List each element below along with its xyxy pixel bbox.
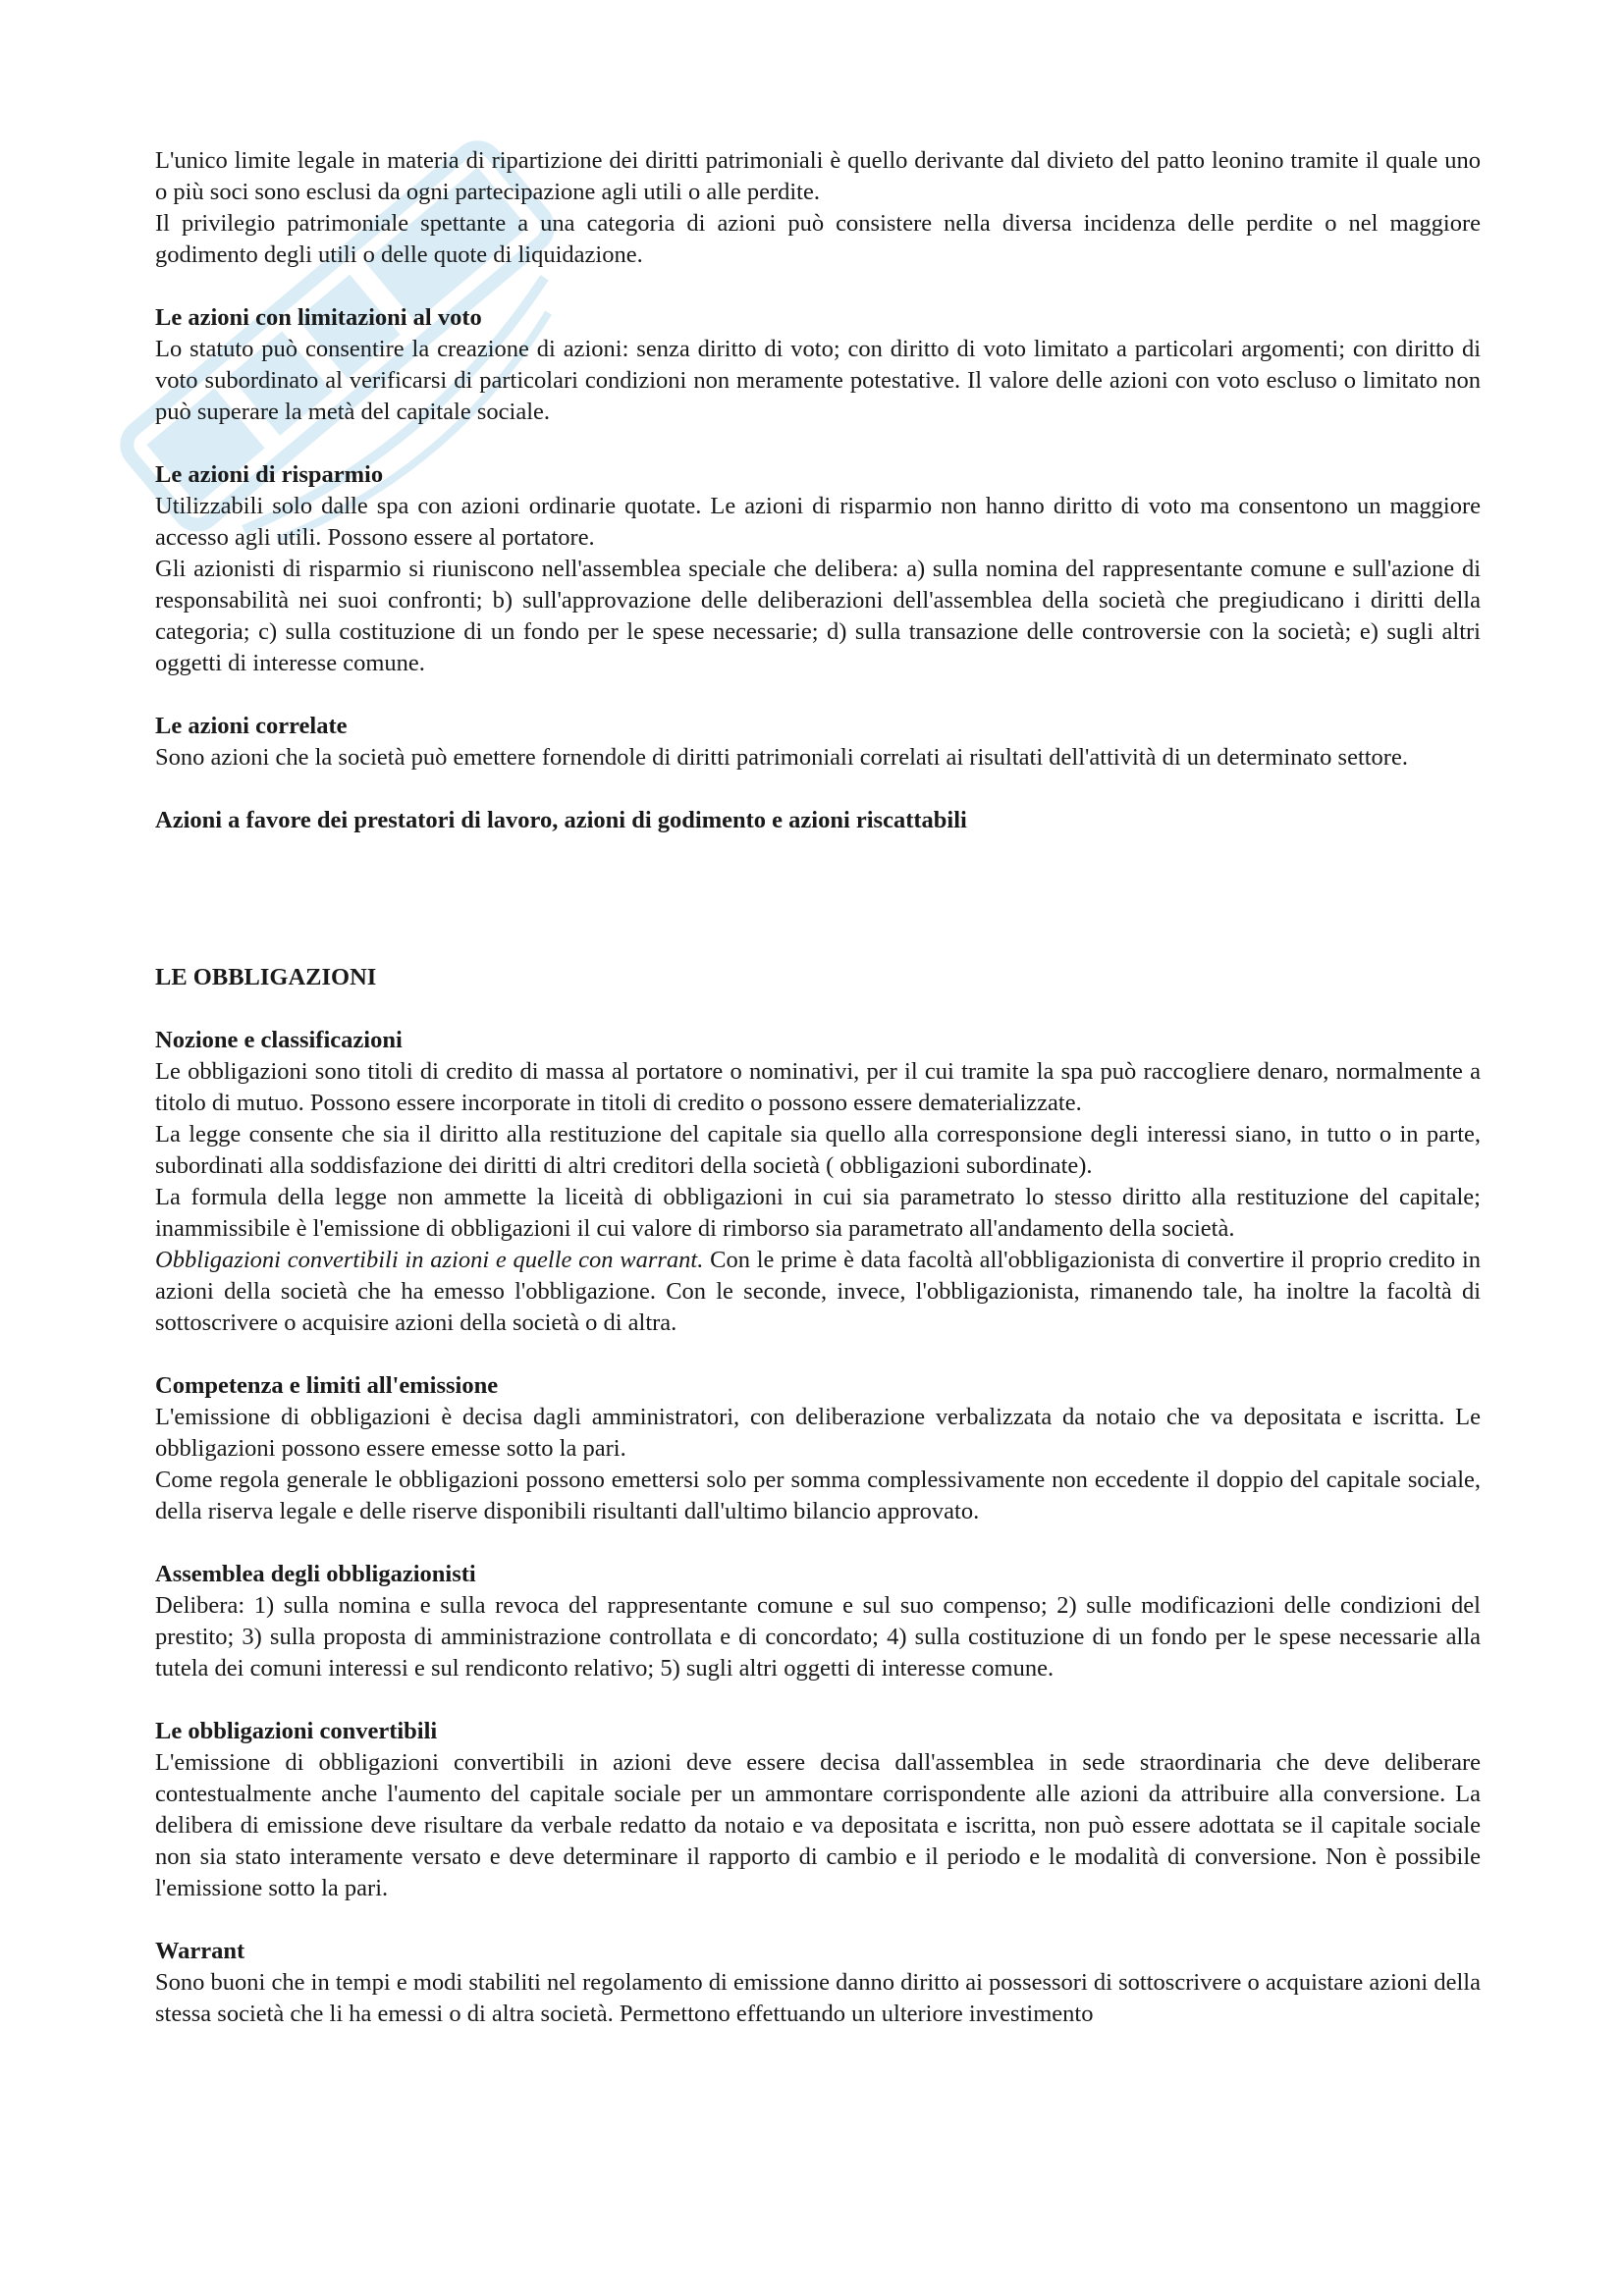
document-page: [155, 145, 1481, 2030]
heading-obbligazioni: LE OBBLIGAZIONI: [155, 964, 377, 990]
heading-limitazioni-voto: Le azioni con limitazioni al voto: [155, 304, 482, 331]
nozione-paragraph-2: La legge consente che sia il diritto alla restituzione del capitale sia quello alla corresponsione degli interessi siano, in tutto o in parte, subordinati alla soddisfazione dei diritti di altri creditori della società ( obbligazioni subordinate).: [155, 1121, 1481, 1179]
nozione-paragraph-3: La formula della legge non ammette la liceità di obbligazioni in cui sia parametrato lo stesso diritto alla restituzione del capitale; inammissibile è l'emissione di obbligazioni il cui valore di rimborso sia parametrato all'andamento della società.: [155, 1184, 1481, 1242]
warrant-paragraph: Sono buoni che in tempi e modi stabiliti nel regolamento di emissione danno diritto ai possessori di sottoscrivere o acquistare azioni della stessa società che li ha emessi o di altra società. Permettono effettuando un ulteriore investimento: [155, 1969, 1481, 2027]
competenza-paragraph-1: L'emissione di obbligazioni è decisa dagli amministratori, con deliberazione verbalizzata da notaio che va depositata e iscritta. Le obbligazioni possono essere emesse sotto la pari.: [155, 1404, 1481, 1462]
heading-favore-prestatori: Azioni a favore dei prestatori di lavoro, azioni di godimento e azioni riscattabili: [155, 807, 967, 833]
heading-competenza: Competenza e limiti all'emissione: [155, 1372, 499, 1399]
heading-nozione: Nozione e classificazioni: [155, 1027, 403, 1053]
nozione-paragraph-4: [155, 1245, 1481, 1339]
correlate-paragraph: Sono azioni che la società può emettere fornendole di diritti patrimoniali correlati ai risultati dell'attività di un determinato settore.: [155, 744, 1408, 771]
limitazioni-voto-paragraph: Lo statuto può consentire la creazione di azioni: senza diritto di voto; con diritto di voto limitato a particolari argomenti; con diritto di voto subordinato al verificarsi di particolari condizioni non meramente potestative. Il valore delle azioni con voto escluso o limitato non può superare la metà del capitale sociale.: [155, 336, 1481, 425]
competenza-paragraph-2: Come regola generale le obbligazioni possono emettersi solo per somma complessivamente non eccedente il doppio del capitale sociale, della riserva legale e delle riserve disponibili risultanti dall'ultimo bilancio approvato.: [155, 1467, 1481, 1524]
intro-paragraph-1: L'unico limite legale in materia di ripartizione dei diritti patrimoniali è quello derivante dal divieto del patto leonino tramite il quale uno o più soci sono esclusi da ogni partecipazione agli utili o alle perdite.: [155, 147, 1481, 205]
assemblea-paragraph: Delibera: 1) sulla nomina e sulla revoca del rappresentante comune e sul suo compenso; 2) sulle modificazioni delle condizioni del prestito; 3) sulla proposta di amministrazione controllata e di concordato; 4) sulla costituzione di un fondo per le spese necessarie alla tutela dei comuni interessi e sul rendiconto relativo; 5) sugli altri oggetti di interesse comune.: [155, 1592, 1481, 1682]
risparmio-paragraph-2: Gli azionisti di risparmio si riuniscono nell'assemblea speciale che delibera: a) sulla nomina del rappresentante comune e sull'azione di responsabilità nei suoi confronti; b) sull'approvazione delle deliberazioni dell'assemblea della società che pregiudicano i diritti della categoria; c) sulla costituzione di un fondo per le spese necessarie; d) sulla transazione delle controversie con la società; e) sugli altri oggetti di interesse comune.: [155, 556, 1481, 676]
risparmio-paragraph-1: Utilizzabili solo dalle spa con azioni ordinarie quotate. Le azioni di risparmio non hanno diritto di voto ma consentono un maggiore accesso agli utili. Possono essere al portatore.: [155, 493, 1481, 551]
heading-correlate: Le azioni correlate: [155, 713, 348, 739]
heading-warrant: Warrant: [155, 1938, 245, 1964]
intro-paragraph-2: Il privilegio patrimoniale spettante a una categoria di azioni può consistere nella diversa incidenza delle perdite o nel maggiore godimento degli utili o delle quote di liquidazione.: [155, 210, 1481, 268]
heading-risparmio: Le azioni di risparmio: [155, 461, 384, 488]
nozione-italic-lead: Obbligazioni convertibili in azioni e quelle con warrant.: [155, 1247, 704, 1273]
heading-assemblea: Assemblea degli obbligazionisti: [155, 1561, 476, 1587]
heading-convertibili: Le obbligazioni convertibili: [155, 1718, 438, 1744]
convertibili-paragraph: L'emissione di obbligazioni convertibili in azioni deve essere decisa dall'assemblea in sede straordinaria che deve deliberare contestualmente anche l'aumento del capitale sociale per un ammontare corrispondente alle azioni da attribuire alla conversione. La delibera di emissione deve risultare da verbale redatto da notaio e va depositata e iscritta, non può essere adottata se il capitale sociale non sia stato interamente versato e deve determinare il rapporto di cambio e il periodo e le modalità di conversione. Non è possibile l'emissione sotto la pari.: [155, 1749, 1481, 1901]
nozione-paragraph-4-rest: Con le prime è data facoltà all'obbligazionista di convertire il proprio credito in azioni della società che ha emesso l'obbligazione. Con le seconde, invece, l'obbligazionista, rimanendo tale, ha inoltre la facoltà di sottoscrivere o acquisire azioni della società o di altra.: [155, 1247, 1482, 1336]
nozione-paragraph-1: Le obbligazioni sono titoli di credito di massa al portatore o nominativi, per il cui tramite la spa può raccogliere denaro, normalmente a titolo di mutuo. Possono essere incorporate in titoli di credito o possono essere dematerializzate.: [155, 1058, 1481, 1116]
